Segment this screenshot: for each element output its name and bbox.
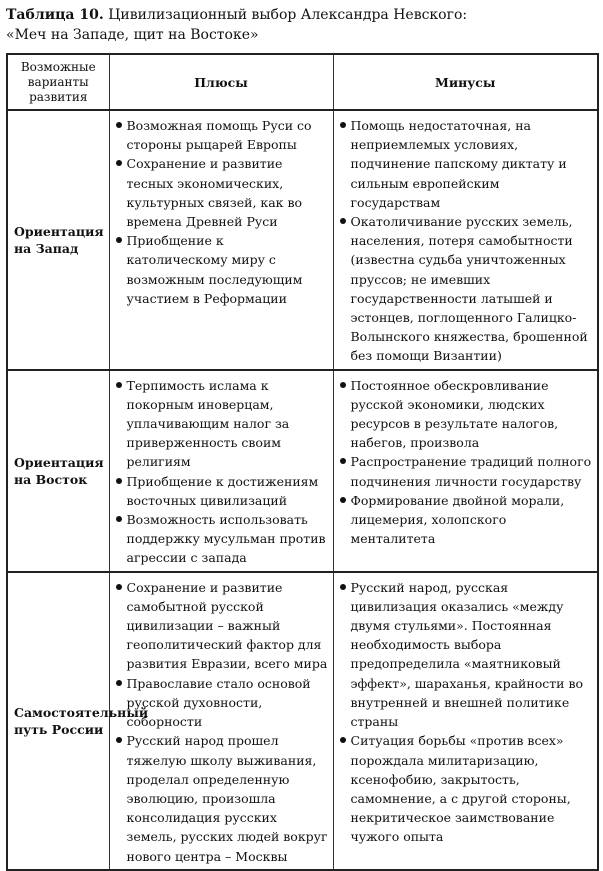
list-item: Приобщение к католическому миру с возможным последующим участием в Реформации (114, 231, 329, 308)
table-row-own-path (7, 572, 598, 870)
cell-pros-east (109, 370, 333, 572)
cell-pros-west (109, 110, 333, 370)
header-cons: Минусы (333, 54, 598, 110)
list-item: Возможная помощь Руси со стороны рыцарей Европы (114, 116, 329, 154)
table-header-row (7, 54, 598, 110)
cell-cons-west (333, 110, 598, 370)
table-row-west (7, 110, 598, 370)
table-row-east (7, 370, 598, 572)
civilization-choice-table (6, 53, 599, 871)
list-item: Формирование двойной морали, лицемерия, холопского менталитета (338, 491, 594, 549)
list-item: Постоянное обескровливание русской экономики, людских ресурсов в результате налогов, набегов, произвола (338, 376, 594, 453)
table-title-part-2: «Меч на Западе, щит на Востоке» (6, 27, 259, 43)
list-item: Русский народ прошел тяжелую школу выживания, проделал определенную эволюцию, произошла консолидация русских земель, русских людей вокруг нового центра – Москвы (114, 731, 329, 865)
row-label-east: Ориентация на Восток (7, 370, 109, 572)
list-item: Распространение традиций полного подчинения личности государству (338, 452, 594, 490)
header-variants: Возможные варианты развития (7, 54, 109, 110)
header-pros: Плюсы (109, 54, 333, 110)
row-label-west: Ориентация на Запад (7, 110, 109, 370)
list-item: Помощь недостаточная, на неприемлемых условиях, подчинение папскому диктату и сильным европейским государствам (338, 116, 594, 212)
cell-cons-own-path (333, 572, 598, 870)
list-item: Ситуация борьбы «против всех» порождала милитаризацию, ксенофобию, закрытость, самомнение, а с другой стороны, некритическое заимствование чужого опыта (338, 731, 594, 846)
list-item: Православие стало основой русской духовности, соборности (114, 674, 329, 732)
list-item: Сохранение и развитие тесных экономических, культурных связей, как во времена Древней Руси (114, 154, 329, 231)
table-number: Таблица 10. (6, 7, 104, 23)
table-caption (6, 5, 596, 45)
list-item: Терпимость ислама к покорным иноверцам, уплачивающим налог за приверженность своим религиям (114, 376, 329, 472)
list-item: Русский народ, русская цивилизация оказались «между двумя стульями». Постоянная необходимость выбора предопределила «маятниковый эффект», шараханья, крайности во внутренней и внешней политике страны (338, 578, 594, 732)
list-item: Приобщение к достижениям восточных цивилизаций (114, 472, 329, 510)
cell-pros-own-path (109, 572, 333, 870)
caption-line-1 (6, 5, 596, 25)
list-item: Возможность использовать поддержку мусульман против агрессии с запада (114, 510, 329, 568)
table-title-part-1: Цивилизационный выбор Александра Невского: (108, 7, 468, 23)
row-label-own-path: Самостоятельный путь России (7, 572, 109, 870)
list-item: Окатоличивание русских земель, населения, потеря самобытности (известна судьба уничтоженных пруссов; не имевших государственности латышей и эстонцев, поглощенного Галицко-Волынского княжества, брошенной без помощи Византии) (338, 212, 594, 366)
cell-cons-east (333, 370, 598, 572)
list-item: Сохранение и развитие самобытной русской цивилизации – важный геополитический фактор для развития Евразии, всего мира (114, 578, 329, 674)
